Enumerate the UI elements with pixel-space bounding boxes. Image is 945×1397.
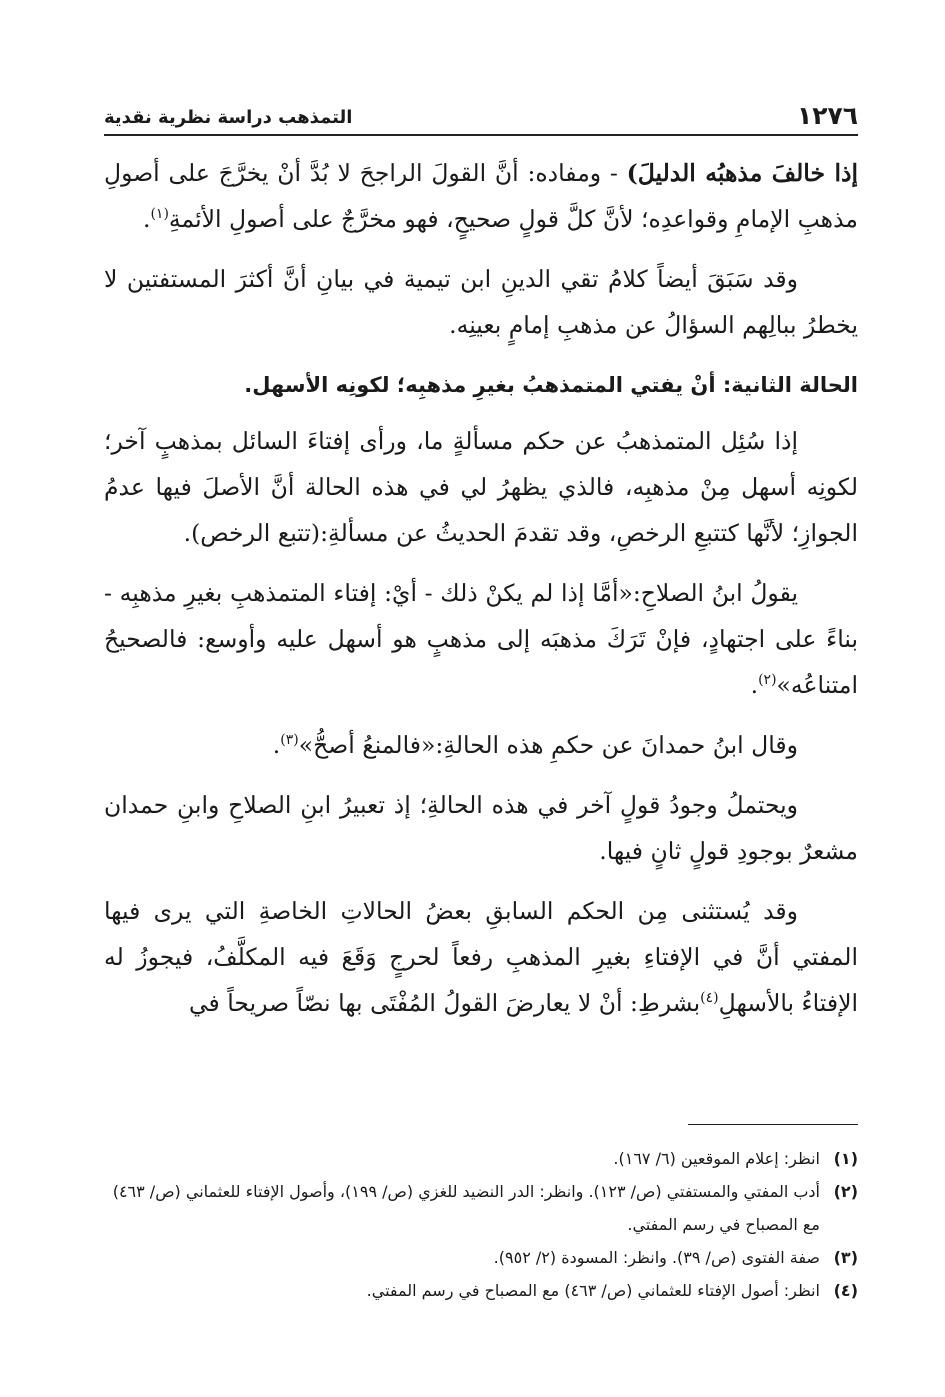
footnote — [104, 1274, 858, 1307]
footnotes — [104, 1142, 858, 1307]
paragraph-6: ويحتملُ وجودُ قولٍ آخر في هذه الحالةِ؛ إذ تعبيرُ ابنِ الصلاحِ وابنِ حمدان مشعرٌ بوجودِ قولٍ ثانٍ فيها. — [104, 791, 858, 865]
footnote-number: (٣) — [833, 1248, 858, 1267]
paragraph-5-text: وقال ابنُ حمدانَ عن حكمِ هذه الحالةِ:«فالمنعُ أصحُّ» — [298, 731, 798, 759]
paragraph-4 — [104, 570, 858, 708]
footnote-number: (٤) — [833, 1281, 858, 1300]
paragraph-1-text: - ومفاده: أنَّ القولَ الراجحَ لا بُدَّ أنْ يخرَّجَ على أصولِ مذهبِ الإمامِ وقواعدِه؛ لأنَّ كلَّ قولٍ صحيحٍ، فهو مخرَّجٌ على أصولِ الأئمةِ — [104, 159, 858, 233]
paragraph-5 — [104, 722, 858, 768]
footnote-number: (١) — [833, 1149, 858, 1168]
footnote-number: (٢) — [833, 1182, 858, 1201]
paragraph-2: وقد سَبَقَ أيضاً كلامُ تقي الدينِ ابن تيمية في بيانِ أنَّ أكثرَ المستفتين لا يخطرُ ببالِهم السؤالُ عن مذهبِ إمامٍ بعينِه. — [104, 265, 858, 339]
footnote-text: صفة الفتوى (ص/ ٣٩). وانظر: المسودة (٢/ ٩٥٢). — [493, 1248, 820, 1267]
paragraph-5-end: . — [272, 731, 281, 759]
footnote — [104, 1142, 858, 1175]
footnote-ref-2: (٢) — [758, 672, 777, 689]
footnote-text: أدب المفتي والمستفتي (ص/ ١٢٣). وانظر: الدر النضيد للغزي (ص/ ١٩٩)، وأصول الإفتاء للعثماني (ص/ ٤٦٣) مع المصباح في رسم المفتي. — [112, 1182, 820, 1234]
paragraph-4-text: يقولُ ابنُ الصلاحِ:«أمَّا إذا لم يكنْ ذلك - أيْ: إفتاء المتمذهبِ بغيرِ مذهبِه - بناءً على اجتهادٍ، فإنْ تَرَكَ مذهبَه إلى مذهبٍ هو أسهل عليه وأوسع: فالصحيحُ امتناعُه» — [104, 579, 858, 699]
main-text — [104, 150, 858, 1040]
footnote-ref-1: (١) — [150, 206, 169, 223]
page-header — [104, 94, 858, 136]
footnote — [104, 1175, 858, 1241]
footnote-text: انظر: إعلام الموقعين (٦/ ١٦٧). — [613, 1149, 820, 1168]
paragraph-7-text-a: وقد يُستثنى مِن الحكم السابقِ بعضُ الحالاتِ الخاصةِ التي يرى فيها المفتي أنَّ في الإفتاءِ بغيرِ المذهبِ رفعاً لحرجٍ وَقَعَ فيه المكلَّفُ، فيجوزُ له الإفتاءُ بالأسهلِ — [104, 897, 858, 1017]
footnote — [104, 1241, 858, 1274]
footnote-divider — [688, 1124, 858, 1125]
paragraph-1-bold: إذا خالفَ مذهبُه الدليلَ) — [626, 159, 858, 187]
paragraph-7-text-b: بشرطِ: أنْ لا يعارضَ القولُ المُفْتَى بها نصّاً صريحاً في — [188, 989, 701, 1017]
paragraph-4-end: . — [750, 671, 759, 699]
page-number: ١٢٧٦ — [796, 101, 858, 130]
footnote-text: انظر: أصول الإفتاء للعثماني (ص/ ٤٦٣) مع المصباح في رسم المفتي. — [366, 1281, 820, 1300]
paragraph-3: إذا سُئِل المتمذهبُ عن حكم مسألةٍ ما، ورأى إفتاءَ السائل بمذهبٍ آخر؛ لكونِه أسهل مِنْ مذهبِه، فالذي يظهرُ لي في هذه الحالة أنَّ الأصلَ فيها عدمُ الجوازِ؛ لأنَّها كتتبعِ الرخصِ، وقد تقدمَ الحديثُ عن مسألةِ:(تتبع الرخص). — [104, 427, 858, 547]
paragraph-1 — [104, 150, 858, 242]
section-heading: الحالة الثانية: أنْ يفتي المتمذهبُ بغيرِ مذهبِه؛ لكونِه الأسهل. — [244, 373, 858, 397]
footnote-ref-3: (٣) — [280, 732, 299, 749]
paragraph-1-end: . — [142, 205, 151, 233]
paragraph-7 — [104, 888, 858, 1026]
running-title: التمذهب دراسة نظرية نقدية — [104, 107, 353, 128]
footnote-ref-4: (٤) — [700, 990, 719, 1007]
